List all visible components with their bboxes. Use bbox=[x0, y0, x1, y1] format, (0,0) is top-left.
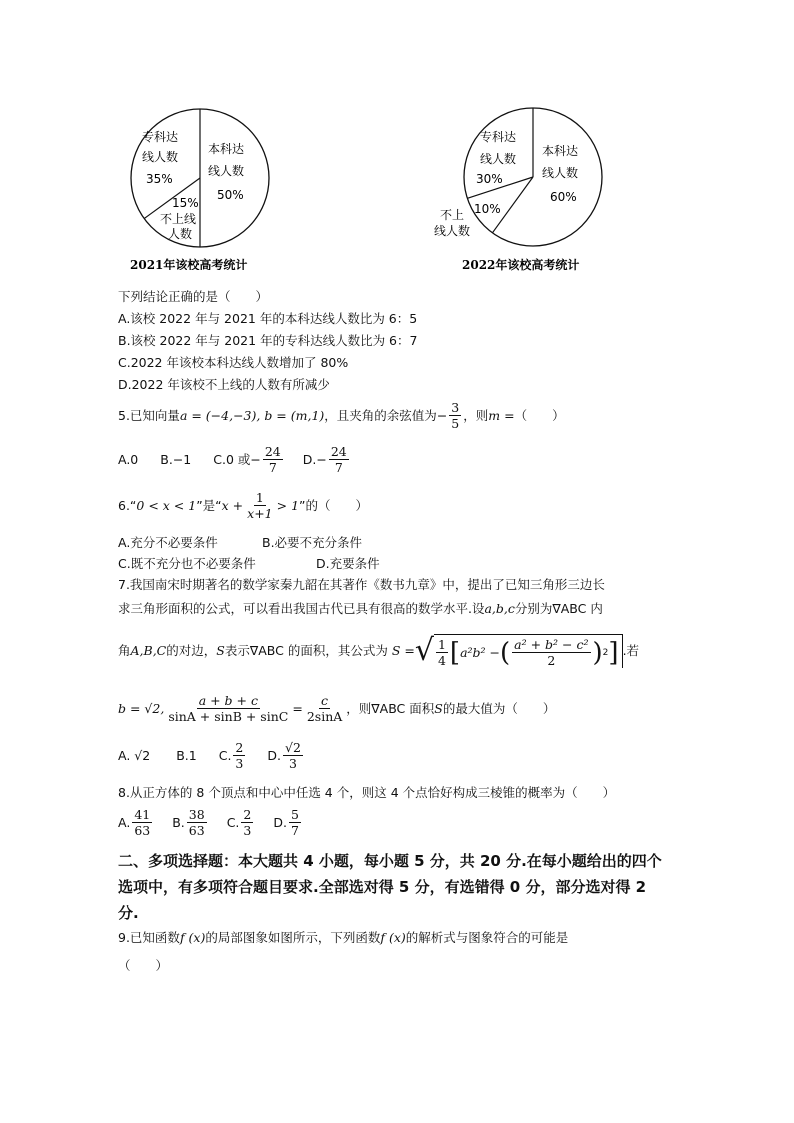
pie-2022-label-fail-2: 线人数 bbox=[434, 224, 471, 238]
section2-line1: 二、多项选择题：本大题共 4 小题，每小题 5 分，共 20 分.在每小题给出的四个 bbox=[118, 852, 662, 870]
q5-options bbox=[118, 444, 351, 475]
q5-vectors: a = (−4,−3), b = (m,1) bbox=[179, 407, 325, 423]
q5-pre: 5.已知向量 bbox=[118, 407, 180, 423]
q6-option-c: C.既不充分也不必要条件 bbox=[118, 556, 256, 571]
q7-eq: = bbox=[292, 700, 303, 716]
q5-option-c-fraction: $\frac{24}{7}$ bbox=[264, 444, 281, 475]
q7-inner: a²b² − bbox=[460, 644, 501, 660]
q7-quarter: $\frac{1}{4}$ bbox=[437, 637, 446, 668]
q5-option-b: B.−1 bbox=[160, 451, 192, 467]
q7-ratio: $\frac{a + b + c}{\sin A + \sin B + \sin C}$ bbox=[168, 693, 289, 724]
q8-stem: 8.从正方体的 8 个顶点和中心中任选 4 个，则这 4 个点恰好构成三棱锥的概率为（ ） bbox=[118, 785, 616, 800]
pie-2021-pct-fail: 15% bbox=[172, 196, 199, 210]
pie-2022-pct-undergrad: 60% bbox=[550, 190, 577, 204]
q8-option-d: D. bbox=[273, 814, 287, 830]
q7-option-c-fraction: $\frac{2}{3}$ bbox=[235, 740, 244, 771]
q7-option-b: B.1 bbox=[176, 747, 197, 763]
q5-blank: （ ） bbox=[514, 407, 565, 423]
pie-2022-label-undergrad-1: 本科达 bbox=[542, 144, 579, 158]
q7-line4-s: S bbox=[434, 700, 443, 716]
pie-chart-2022 bbox=[428, 95, 628, 275]
q9-fx-2: f (x) bbox=[380, 930, 406, 945]
q7-line1: 7.我国南宋时期著名的数学家秦九韶在其著作《数书九章》中，提出了已知三角形三边长 bbox=[118, 577, 605, 592]
q6-pre: 6.“ bbox=[118, 497, 137, 513]
q5-option-d-fraction: $\frac{24}{7}$ bbox=[330, 444, 347, 475]
q4-option-b: B.该校 2022 年与 2021 年的专科达线人数比为 6：7 bbox=[118, 333, 418, 348]
pie-2022-label-college-1: 专科达 bbox=[480, 130, 517, 144]
q7-line3-e: 表示∇ABC 的面积，其公式为 bbox=[224, 643, 388, 658]
q5-option-d: D.− bbox=[302, 451, 327, 467]
pie-2022-pct-college: 30% bbox=[476, 172, 503, 186]
q5-option-c: C.0 或− bbox=[213, 451, 261, 467]
q7-right-paren: ) bbox=[592, 637, 603, 668]
q8-option-c-fraction: $\frac{2}{3}$ bbox=[243, 807, 252, 838]
q7-angles: A,B,C bbox=[130, 643, 167, 658]
q7-right-bracket: ] bbox=[608, 637, 619, 668]
pie-2021-pct-college: 35% bbox=[146, 172, 173, 186]
pie-2021-label-college-1: 专科达 bbox=[142, 130, 179, 144]
q7-line2 bbox=[118, 601, 603, 617]
q9-post: 的解析式与图象符合的可能是 bbox=[405, 930, 569, 945]
q5-m: m = bbox=[488, 407, 515, 423]
q8-option-c: C. bbox=[226, 814, 240, 830]
q9-fx-1: f (x) bbox=[179, 930, 206, 945]
pie-2021-caption: 2021年该校高考统计 bbox=[130, 258, 248, 270]
pie-2022-pct-fail: 10% bbox=[474, 202, 501, 216]
q7-line4 bbox=[118, 693, 555, 724]
q8-option-b-fraction: $\frac{38}{63}$ bbox=[188, 807, 205, 838]
q7-left-paren: ( bbox=[500, 637, 511, 668]
pie-2021-pct-undergrad: 50% bbox=[217, 188, 244, 202]
q4-option-a: A.该校 2022 年与 2021 年的本科达线人数比为 6：5 bbox=[118, 311, 418, 326]
q5-neg: − bbox=[436, 407, 448, 423]
q7-line4-b: ，则∇ABC 面积 bbox=[346, 700, 435, 716]
q6-stem bbox=[118, 490, 368, 521]
q7-abc: a,b,c bbox=[484, 601, 515, 616]
pie-2021-label-fail-2: 人数 bbox=[168, 227, 193, 241]
q8-option-d-fraction: $\frac{5}{7}$ bbox=[290, 807, 299, 838]
q5-post: ，则 bbox=[463, 407, 489, 423]
q6-mid: ”是“ bbox=[196, 497, 222, 513]
q7-sqrt-sign: √ bbox=[414, 633, 434, 668]
pie-2022-caption: 2022年该校高考统计 bbox=[462, 258, 580, 272]
q6-option-d: D.充要条件 bbox=[316, 556, 380, 571]
pie-2022-label-college-2: 线人数 bbox=[480, 152, 517, 166]
q5-mid: ，且夹角的余弦值为 bbox=[324, 407, 437, 423]
q5-option-a: A.0 bbox=[118, 451, 139, 467]
q7-options bbox=[118, 740, 305, 771]
q9-line1 bbox=[118, 930, 568, 946]
q8-option-b: B. bbox=[172, 814, 185, 830]
q4-option-d: D.2022 年该校不上线的人数有所减少 bbox=[118, 377, 330, 392]
q5-cos-fraction: $\frac{3}{5}$ bbox=[451, 400, 460, 431]
q8-option-a: A. bbox=[118, 814, 131, 830]
q7-option-a: A. √2 bbox=[118, 747, 151, 763]
q7-line3-a: 角 bbox=[118, 643, 131, 658]
q8-options bbox=[118, 807, 303, 838]
q7-s: S bbox=[216, 643, 225, 658]
q9-mid: 的局部图象如图所示，下列函数 bbox=[205, 930, 381, 945]
q6-option-a: A.充分不必要条件 bbox=[118, 535, 218, 550]
q7-line4-d: 的最大值为（ ） bbox=[442, 700, 556, 716]
q7-formula-lhs: S = bbox=[391, 643, 415, 658]
pie-chart-2021 bbox=[120, 95, 290, 270]
q7-line2-tail: 分别为∇ABC 内 bbox=[514, 601, 603, 616]
pie-2022-label-undergrad-2: 线人数 bbox=[542, 166, 579, 180]
q5-stem bbox=[118, 400, 565, 431]
q9-blank: （ ） bbox=[118, 958, 169, 973]
q4-option-c: C.2022 年该校本科达线人数增加了 80% bbox=[118, 355, 349, 370]
pie-2021-label-fail-1: 不上线 bbox=[160, 212, 197, 226]
pie-2022-label-fail-1: 不上 bbox=[440, 208, 465, 222]
q6-cond2b: > 1 bbox=[276, 497, 300, 513]
q9-pre: 9.已知函数 bbox=[118, 930, 180, 945]
q7-option-d: D. bbox=[267, 747, 281, 763]
q6-cond1: 0 < x < 1 bbox=[136, 497, 197, 513]
q4-stem: 下列结论正确的是（ ） bbox=[118, 289, 269, 304]
section2-line2: 选项中，有多项符合题目要求.全部选对得 5 分，有选错得 0 分，部分选对得 2 bbox=[118, 878, 647, 896]
q6-option-b: B.必要不充分条件 bbox=[262, 535, 363, 550]
q7-option-c: C. bbox=[218, 747, 232, 763]
q7-left-bracket: [ bbox=[449, 637, 461, 668]
pie-2021-label-undergrad-1: 本科达 bbox=[208, 142, 245, 156]
q7-line3-f: .若 bbox=[622, 643, 640, 658]
q6-cond2a: x + bbox=[221, 497, 244, 513]
q6-post: ”的（ ） bbox=[299, 497, 369, 513]
pie-2021-label-undergrad-2: 线人数 bbox=[208, 164, 245, 178]
q7-rhs: $\frac{c}{2\sin A}$ bbox=[306, 693, 343, 724]
q7-square: 2 bbox=[602, 647, 609, 658]
section2-line3: 分. bbox=[118, 904, 139, 922]
q8-option-a-fraction: $\frac{41}{63}$ bbox=[134, 807, 151, 838]
q7-line2-text: 求三角形面积的公式，可以看出我国古代已具有很高的数学水平.设 bbox=[118, 601, 485, 616]
q7-option-d-fraction: $\frac{√2}{3}$ bbox=[284, 740, 301, 771]
q7-line3-c: 的对边， bbox=[166, 643, 217, 658]
q7-line3 bbox=[118, 628, 639, 674]
q6-fraction: $\frac{1}{x+1}$ bbox=[247, 490, 273, 521]
q7-big-fraction: $\frac{\text{a² + b² − c²}}{2}$ bbox=[514, 637, 589, 668]
q7-b-value: b = √2, bbox=[118, 700, 165, 716]
q7-formula-radicand bbox=[434, 634, 623, 668]
pie-2021-label-college-2: 线人数 bbox=[142, 150, 179, 164]
